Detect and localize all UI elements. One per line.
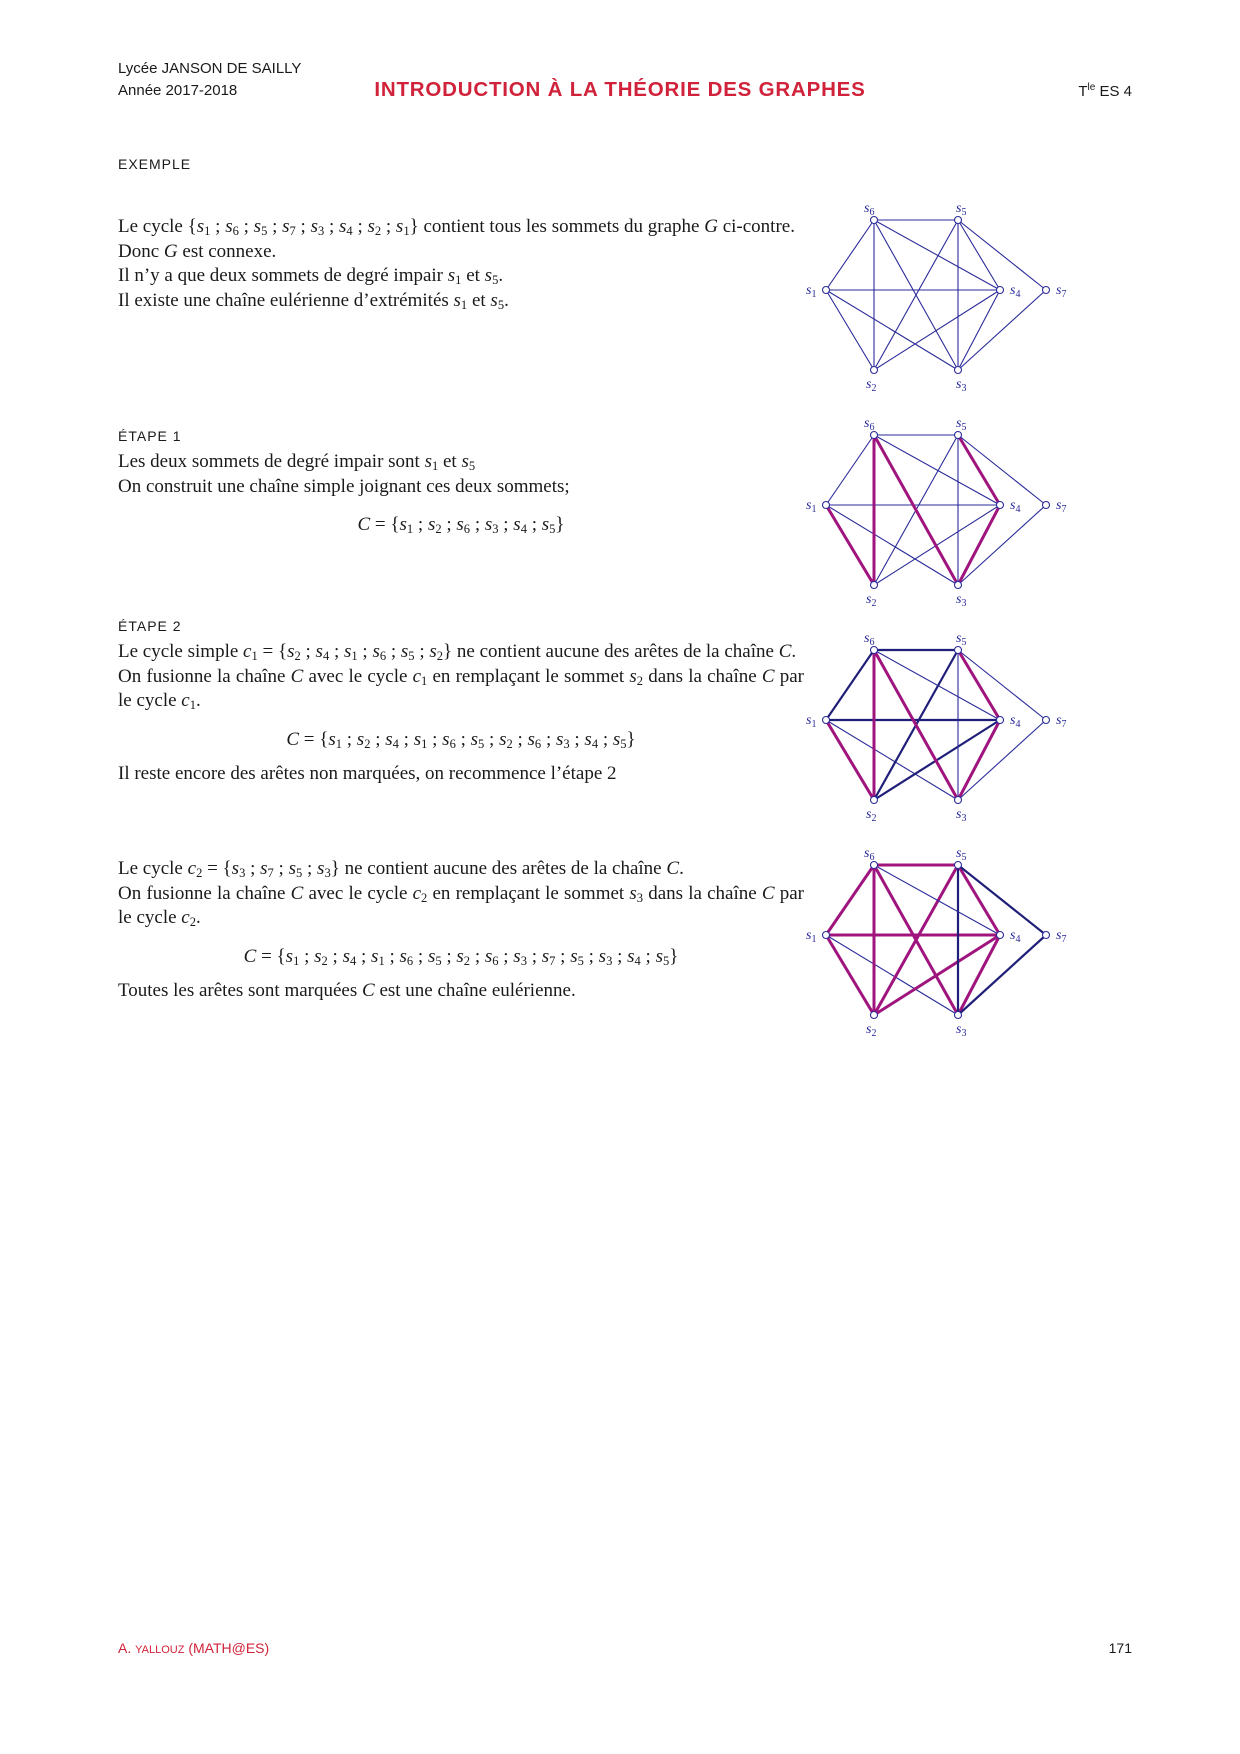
- vertex-label-s6: $s_6$: [864, 846, 875, 863]
- vertex-label-s1: $s_1$: [806, 283, 817, 300]
- vertex-s1: [823, 502, 830, 509]
- etape3-text: [118, 857, 804, 1004]
- vertex-s5: [955, 862, 962, 869]
- vertex-s2: [871, 367, 878, 374]
- vertex-s1: [823, 717, 830, 724]
- vertex-s4: [997, 932, 1004, 939]
- etape1-formula: $C = \{s_1$ ; $s_2$ ; $s_6$ ; $s_3$ ; $s_4$ ; $s_5$}: [357, 514, 565, 537]
- exemple-line-4: Il existe une chaîne eulérienne d’extrémités $s_1$ et $s_5$.: [118, 289, 509, 312]
- edge-s1-s6: [826, 650, 874, 720]
- etape1-text: [118, 450, 804, 548]
- vertex-s3: [955, 582, 962, 589]
- vertex-s7: [1043, 287, 1050, 294]
- etape3-line-2: On fusionne la chaîne C avec le cycle $c_2$ en remplaçant le sommet $s_3$ dans la chaîne C par le cycle $c_2$.: [118, 882, 804, 930]
- etape3-formula: $C = \{s_1$ ; $s_2$ ; $s_4$ ; $s_1$ ; $s_6$ ; $s_5$ ; $s_2$ ; $s_6$ ; $s_3$ ; $s_7$ ; $s_5$ ; $s_3$ ; $s_4$ ; $s_5$}: [243, 945, 679, 968]
- edge-s3-s4: [958, 290, 1000, 370]
- edge-s1-s2: [826, 935, 874, 1015]
- vertex-label-s6: $s_6$: [864, 416, 875, 433]
- edge-s3-s4: [958, 720, 1000, 800]
- vertex-label-s5: $s_5$: [956, 631, 967, 648]
- edge-s3-s7: [958, 720, 1046, 800]
- vertex-label-s1: $s_1$: [806, 713, 817, 730]
- vertex-s5: [955, 432, 962, 439]
- vertex-label-s4: $s_4$: [1010, 283, 1021, 300]
- vertex-s2: [871, 582, 878, 589]
- edge-s1-s6: [826, 865, 874, 935]
- graph-panel-1: [806, 415, 1124, 615]
- graph-panel-3: [806, 845, 1124, 1045]
- label-exemple: EXEMPLE: [118, 156, 192, 172]
- vertex-label-s3: $s_3$: [956, 1022, 967, 1039]
- vertex-s7: [1043, 502, 1050, 509]
- vertex-s3: [955, 797, 962, 804]
- edge-s3-s7: [958, 290, 1046, 370]
- vertex-label-s7: $s_7$: [1056, 498, 1067, 515]
- vertex-s3: [955, 367, 962, 374]
- graph-panel-0: [806, 200, 1124, 400]
- vertex-label-s3: $s_3$: [956, 377, 967, 394]
- vertex-label-s5: $s_5$: [956, 201, 967, 218]
- vertex-label-s7: $s_7$: [1056, 928, 1067, 945]
- vertex-label-s6: $s_6$: [864, 201, 875, 218]
- page-number: 171: [1108, 1640, 1132, 1656]
- vertex-label-s1: $s_1$: [806, 928, 817, 945]
- page-title: INTRODUCTION À LA THÉORIE DES GRAPHES: [374, 78, 866, 101]
- edge-s4-s5: [958, 865, 1000, 935]
- label-etape-2: ÉTAPE 2: [118, 618, 182, 634]
- edge-s3-s7: [958, 935, 1046, 1015]
- vertex-label-s5: $s_5$: [956, 846, 967, 863]
- vertex-s7: [1043, 932, 1050, 939]
- label-etape-1: ÉTAPE 1: [118, 428, 182, 444]
- edge-s1-s6: [826, 220, 874, 290]
- etape2-formula: $C = \{s_1$ ; $s_2$ ; $s_4$ ; $s_1$ ; $s_6$ ; $s_5$ ; $s_2$ ; $s_6$ ; $s_3$ ; $s_4$ ; $s_5$}: [286, 728, 636, 751]
- edge-s1-s2: [826, 290, 874, 370]
- etape3-conclusion: Toutes les arêtes sont marquées C est une chaîne eulérienne.: [118, 980, 576, 1001]
- vertex-s7: [1043, 717, 1050, 724]
- etape2-line-2: On fusionne la chaîne C avec le cycle $c_1$ en remplaçant le sommet $s_2$ dans la chaîne C par le cycle $c_1$.: [118, 665, 804, 713]
- edge-s1-s6: [826, 435, 874, 505]
- school-name: Lycée JANSON DE SAILLY: [118, 60, 302, 77]
- vertex-label-s1: $s_1$: [806, 498, 817, 515]
- vertex-s4: [997, 717, 1004, 724]
- edge-s5-s7: [958, 650, 1046, 720]
- vertex-label-s7: $s_7$: [1056, 713, 1067, 730]
- vertex-s1: [823, 287, 830, 294]
- vertex-label-s2: $s_2$: [866, 592, 877, 609]
- edge-s4-s5: [958, 435, 1000, 505]
- etape3-line-1: Le cycle $c_2 = \{s_3$ ; $s_7$ ; $s_5$ ; $s_3$} ne contient aucune des arêtes de la chaîne C.: [118, 858, 684, 881]
- vertex-label-s4: $s_4$: [1010, 928, 1021, 945]
- edge-s3-s4: [958, 505, 1000, 585]
- etape2-remark: Il reste encore des arêtes non marquées, on recommence l’étape 2: [118, 763, 617, 784]
- etape1-line-2: On construit une chaîne simple joignant ces deux sommets;: [118, 475, 570, 497]
- edge-s1-s2: [826, 505, 874, 585]
- vertex-label-s2: $s_2$: [866, 1022, 877, 1039]
- vertex-label-s7: $s_7$: [1056, 283, 1067, 300]
- exemple-line-1: Le cycle {$s_1$ ; $s_6$ ; $s_5$ ; $s_7$ ; $s_3$ ; $s_4$ ; $s_2$ ; $s_1$} contient tous les sommets du graphe G ci-contre.: [118, 216, 795, 239]
- school-year: Année 2017-2018: [118, 82, 238, 99]
- vertex-s4: [997, 502, 1004, 509]
- vertex-label-s3: $s_3$: [956, 592, 967, 609]
- edge-s4-s6: [874, 220, 1000, 290]
- vertex-label-s6: $s_6$: [864, 631, 875, 648]
- etape2-text: [118, 640, 804, 787]
- vertex-s1: [823, 932, 830, 939]
- footer-author: A. YALLOUZ (MATH@ES): [118, 1640, 270, 1656]
- vertex-label-s4: $s_4$: [1010, 498, 1021, 515]
- exemple-line-2: Donc G est connexe.: [118, 240, 277, 262]
- vertex-s4: [997, 287, 1004, 294]
- exemple-text: [118, 215, 804, 313]
- edge-s5-s7: [958, 865, 1046, 935]
- vertex-label-s3: $s_3$: [956, 807, 967, 824]
- vertex-label-s2: $s_2$: [866, 807, 877, 824]
- edge-s4-s5: [958, 650, 1000, 720]
- vertex-label-s4: $s_4$: [1010, 713, 1021, 730]
- edge-s5-s7: [958, 435, 1046, 505]
- vertex-s2: [871, 1012, 878, 1019]
- vertex-label-s5: $s_5$: [956, 416, 967, 433]
- vertex-s3: [955, 1012, 962, 1019]
- graph-panel-2: [806, 630, 1124, 830]
- edge-s5-s7: [958, 220, 1046, 290]
- edge-s4-s5: [958, 220, 1000, 290]
- edge-s3-s7: [958, 505, 1046, 585]
- edge-s1-s2: [826, 720, 874, 800]
- etape1-line-1: Les deux sommets de degré impair sont $s_1$ et $s_5$: [118, 451, 476, 474]
- vertex-s5: [955, 647, 962, 654]
- vertex-label-s2: $s_2$: [866, 377, 877, 394]
- exemple-line-3: Il n’y a que deux sommets de degré impair $s_1$ et $s_5$.: [118, 265, 504, 288]
- vertex-s2: [871, 797, 878, 804]
- vertex-s5: [955, 217, 962, 224]
- class-name: $T^{le}$ ES 4: [1078, 82, 1132, 100]
- etape2-line-1: Le cycle simple $c_1 = \{s_2$ ; $s_4$ ; $s_1$ ; $s_6$ ; $s_5$ ; $s_2$} ne contient aucune des arêtes de la chaîne C.: [118, 641, 797, 664]
